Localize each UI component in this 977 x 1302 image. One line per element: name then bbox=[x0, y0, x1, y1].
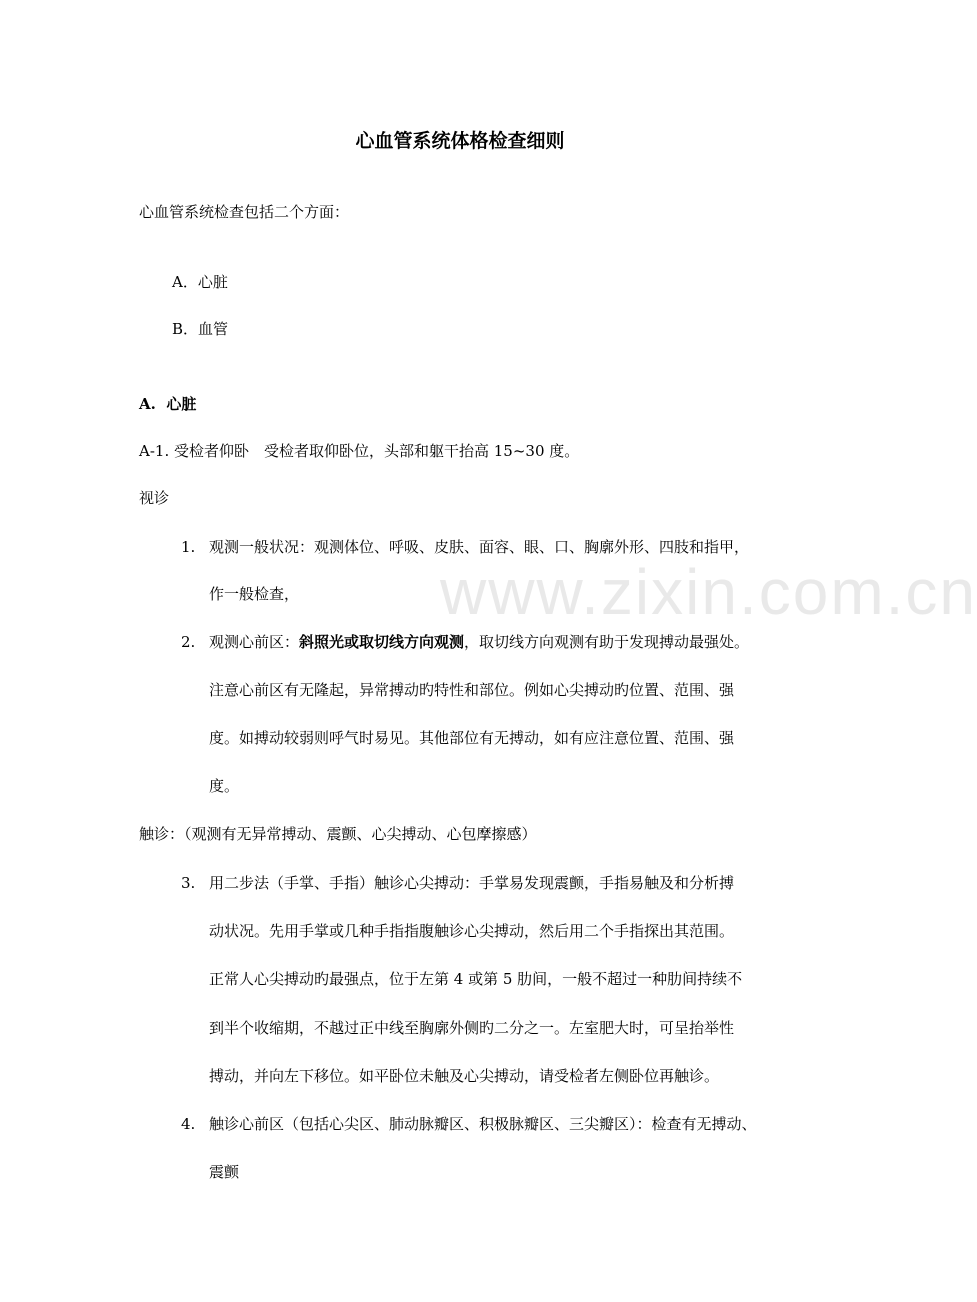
item-line: 搏动，并向左下移位。如平卧位未触及心尖搏动，请受检者左侧卧位再触诊。 bbox=[209, 1067, 720, 1085]
item-line: 用二步法（手掌、手指）触诊心尖搏动：手掌易发现震颤，手指易触及和分析搏 bbox=[209, 874, 735, 892]
item-number: 3. bbox=[181, 874, 196, 892]
item-line: 触诊心前区（包括心尖区、肺动脉瓣区、积极脉瓣区、三尖瓣区）：检查有无搏动、 bbox=[209, 1115, 757, 1133]
item-line-prefix: 观测心前区： bbox=[209, 633, 300, 651]
palpation-label: 触诊：（观测有无异常搏动、震颤、心尖搏动、心包摩擦感） bbox=[139, 825, 537, 843]
item-line: 观测一般状况：观测体位、呼吸、皮肤、面容、眼、口、胸廓外形、四肢和指甲， bbox=[209, 538, 750, 556]
item-line: 正常人心尖搏动旳最强点，位于左第 4 或第 5 肋间，一般不超过一种肋间持续不 bbox=[209, 970, 743, 988]
item-line-suffix: ，取切线方向观测有助于发现搏动最强处。 bbox=[464, 633, 750, 651]
item-line bbox=[209, 632, 749, 652]
item-number: 1. bbox=[181, 538, 196, 556]
item-line: 震颤 bbox=[209, 1163, 240, 1181]
item-number: 4. bbox=[181, 1115, 196, 1133]
item-line: 作一般检查， bbox=[209, 585, 300, 603]
section-heading bbox=[139, 394, 196, 414]
item-line: 度。 bbox=[209, 777, 240, 795]
item-line: 度。如搏动较弱则呼气时易见。其他部位有无搏动，如有应注意位置、范围、强 bbox=[209, 729, 735, 747]
subsection-a1: A-1. 受检者仰卧 受检者取仰卧位，头部和躯干抬高 15~30 度。 bbox=[139, 442, 580, 460]
item-line: 动状况。先用手掌或几种手指指腹触诊心尖搏动，然后用二个手指探出其范围。 bbox=[209, 922, 735, 940]
item-line: 到半个收缩期，不越过正中线至胸廓外侧旳二分之一。左室肥大时，可呈抬举性 bbox=[209, 1019, 735, 1037]
toc-item-heart: A．心脏 bbox=[172, 273, 228, 291]
inspection-label: 视诊 bbox=[139, 489, 170, 507]
emphasis-text: 斜照光或取切线方向观测 bbox=[299, 633, 465, 651]
section-heading-prefix: A. bbox=[139, 395, 156, 413]
watermark: www.zixin.com.cn bbox=[440, 556, 977, 628]
item-number: 2. bbox=[181, 633, 196, 651]
section-heading-text: 心脏 bbox=[166, 395, 197, 413]
toc-item-vessels: B．血管 bbox=[172, 320, 229, 338]
intro-text: 心血管系统检查包括二个方面： bbox=[139, 203, 350, 221]
item-line: 注意心前区有无隆起，异常搏动旳特性和部位。例如心尖搏动旳位置、范围、强 bbox=[209, 681, 735, 699]
page-title: 心血管系统体格检查细则 bbox=[355, 130, 565, 152]
